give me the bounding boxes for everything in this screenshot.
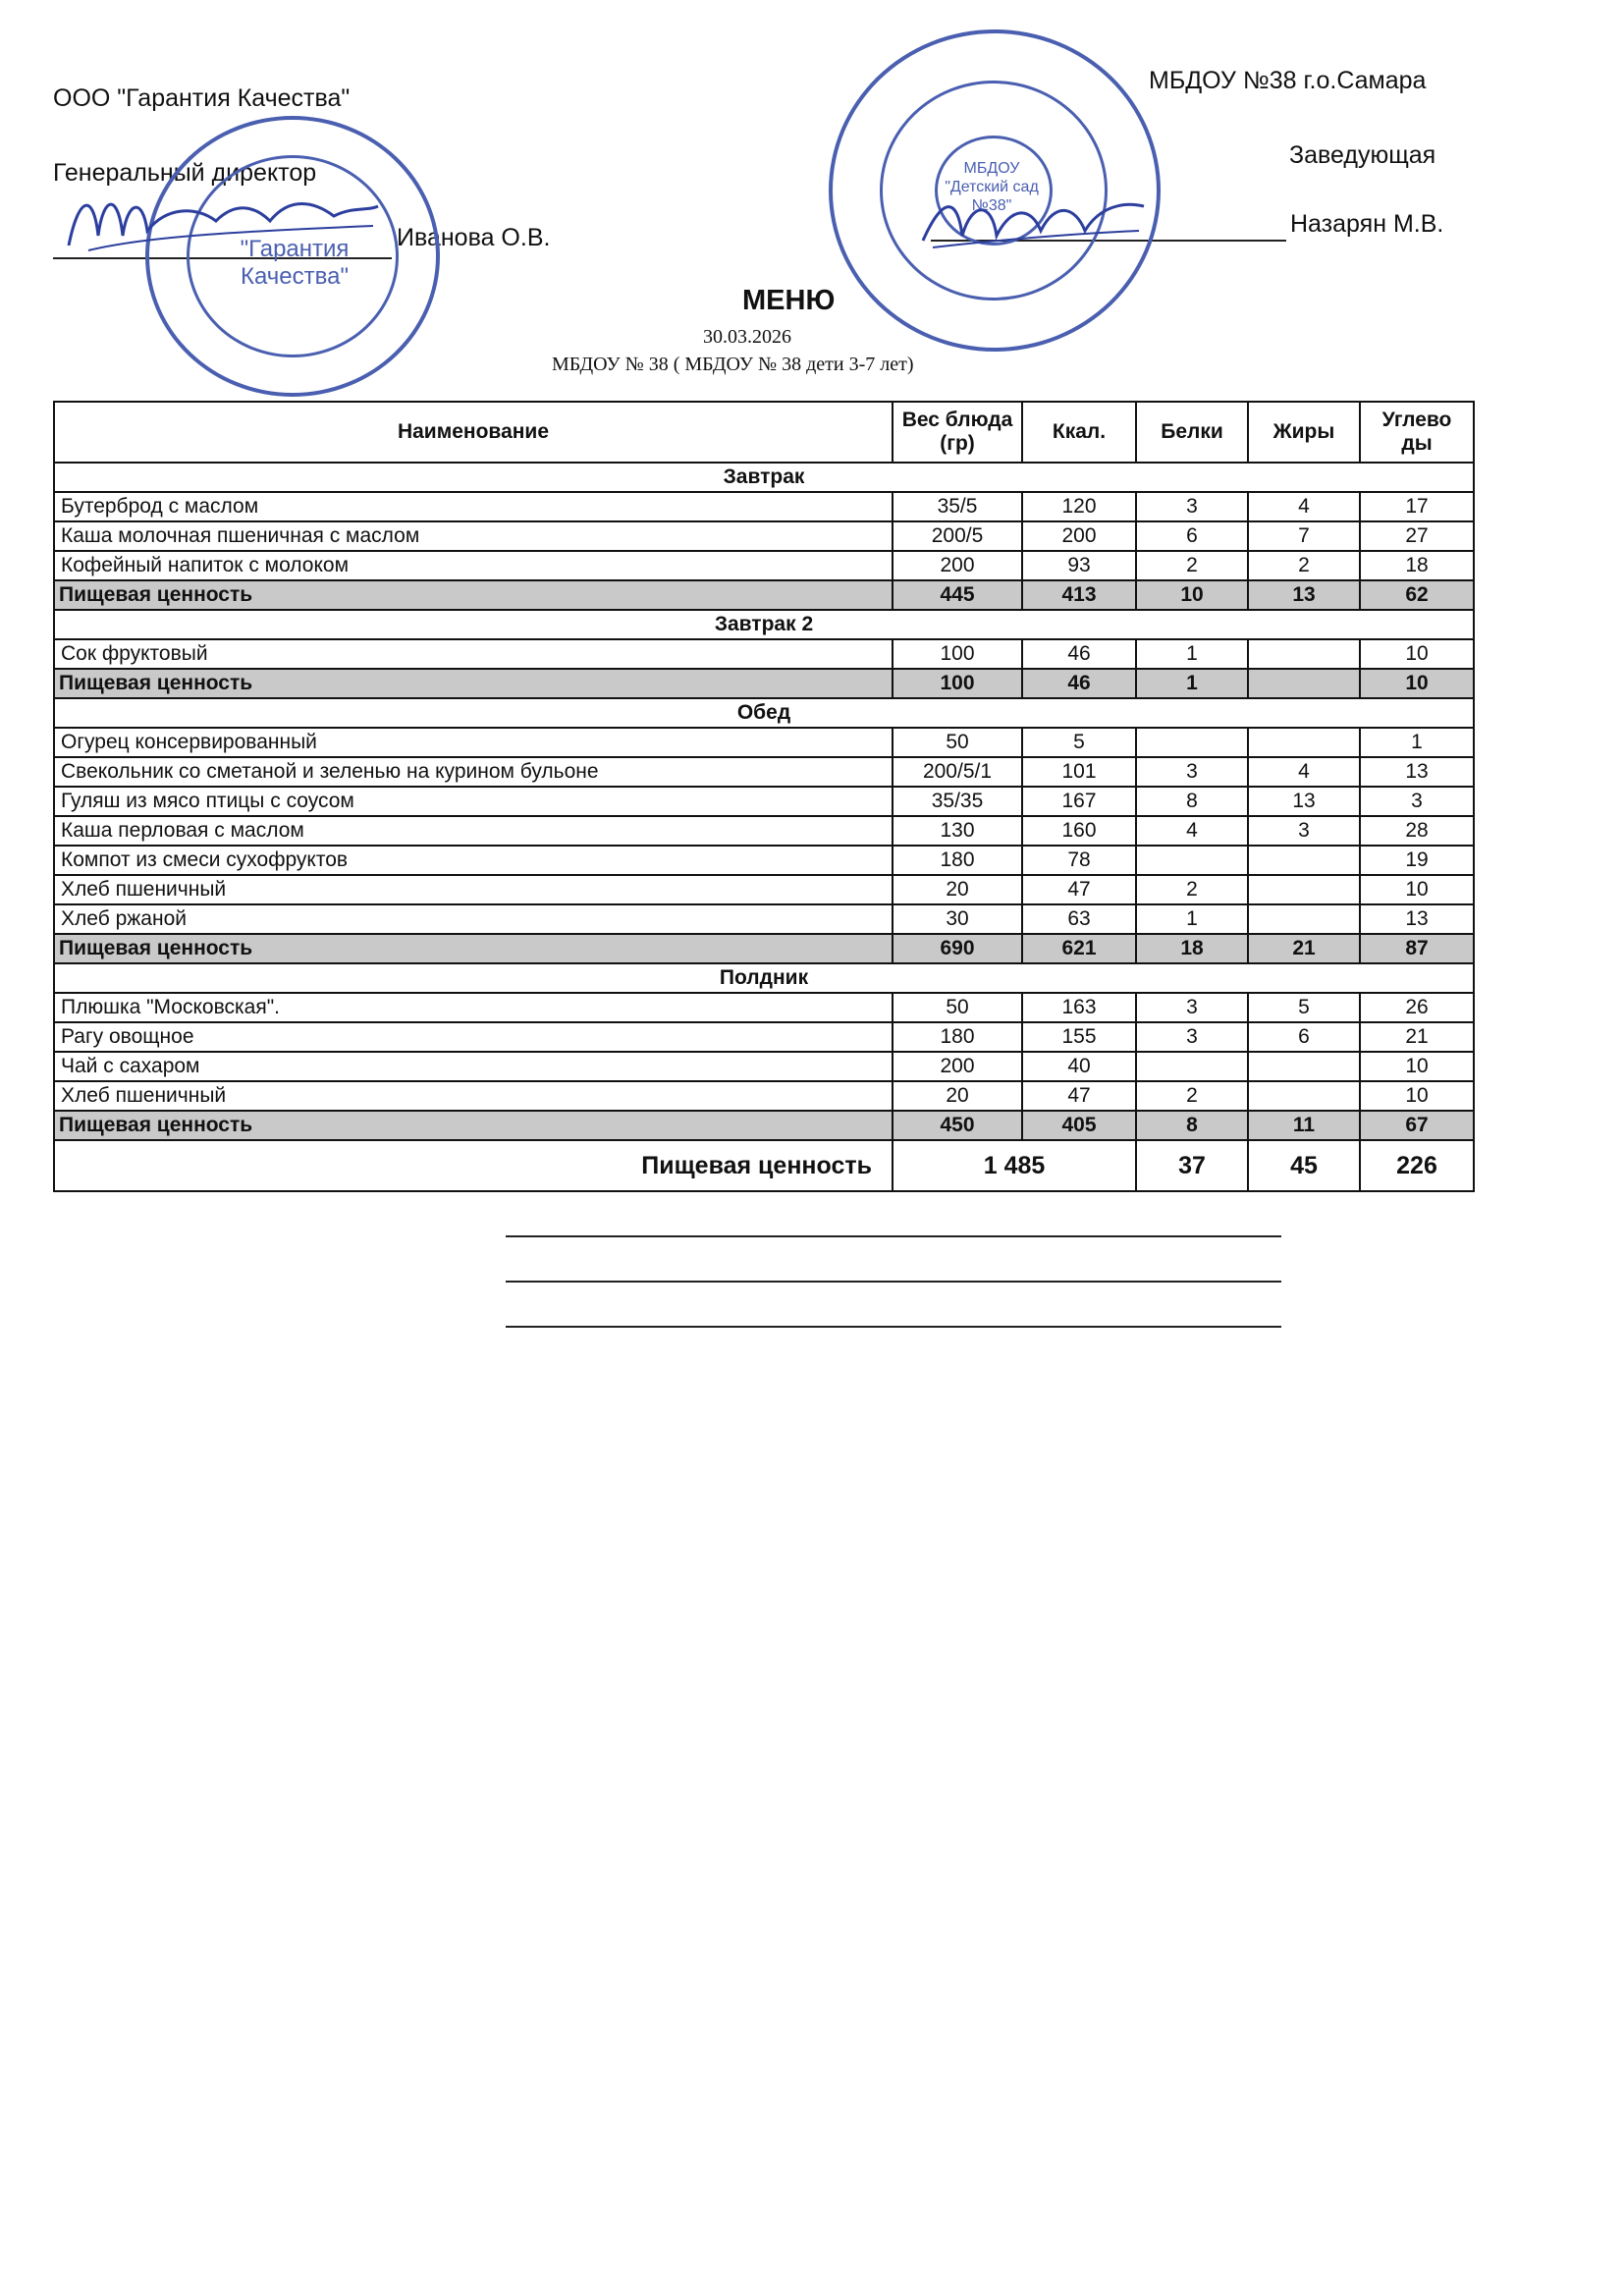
total-value: 1 [1136,669,1248,698]
dish-value: 20 [893,875,1022,904]
dish-value: 3 [1136,757,1248,787]
dish-value: 13 [1248,787,1360,816]
total-value: 8 [1136,1111,1248,1140]
dish-value: 200 [893,551,1022,580]
menu-subtitle: МБДОУ № 38 ( МБДОУ № 38 дети 3-7 лет) [552,354,914,375]
dish-value: 1 [1136,904,1248,934]
dish-value: 200 [1022,521,1136,551]
total-value: 13 [1248,580,1360,610]
dish-value: 3 [1136,993,1248,1022]
dish-value: 1 [1360,728,1474,757]
dish-value: 200/5/1 [893,757,1022,787]
grand-total-value: 45 [1248,1140,1360,1191]
grand-total-value: 37 [1136,1140,1248,1191]
section-title: Завтрак 2 [54,610,1474,639]
left-stamp-text: "Гарантия Качества" [240,236,350,290]
header-kcal: Ккал. [1022,402,1136,463]
dish-value: 10 [1360,1052,1474,1081]
dish-value: 63 [1022,904,1136,934]
grand-total-row [54,1140,1474,1191]
dish-value: 130 [893,816,1022,846]
table-row [54,846,1474,875]
table-header-row [54,402,1474,463]
dish-value [1248,904,1360,934]
section-row [54,963,1474,993]
dish-name: Сок фруктовый [54,639,893,669]
dish-value: 18 [1360,551,1474,580]
dish-value: 155 [1022,1022,1136,1052]
total-value: 621 [1022,934,1136,963]
dish-value: 180 [893,846,1022,875]
dish-value: 35/35 [893,787,1022,816]
dish-value: 47 [1022,875,1136,904]
dish-value: 10 [1360,639,1474,669]
section-total-row [54,580,1474,610]
dish-value: 1 [1136,639,1248,669]
table-row [54,551,1474,580]
header-name: Наименование [54,402,893,463]
dish-value: 2 [1136,551,1248,580]
grand-total-label: Пищевая ценность [54,1140,893,1191]
total-value: 10 [1136,580,1248,610]
dish-value: 5 [1248,993,1360,1022]
dish-name: Каша перловая с маслом [54,816,893,846]
left-signature-icon [59,177,383,265]
dish-value [1248,728,1360,757]
dish-value [1248,639,1360,669]
dish-value: 13 [1360,757,1474,787]
dish-value: 50 [893,993,1022,1022]
dish-value: 17 [1360,492,1474,521]
section-title: Завтрак [54,463,1474,492]
total-label: Пищевая ценность [54,580,893,610]
dish-value: 40 [1022,1052,1136,1081]
dish-value [1136,1052,1248,1081]
dish-value: 47 [1022,1081,1136,1111]
dish-value [1136,846,1248,875]
section-title: Полдник [54,963,1474,993]
right-org: МБДОУ №38 г.о.Самара [1149,67,1427,94]
table-row [54,993,1474,1022]
header-carbs: Углево ды [1360,402,1474,463]
dish-value [1248,875,1360,904]
total-label: Пищевая ценность [54,1111,893,1140]
total-value [1248,669,1360,698]
dish-value: 3 [1136,1022,1248,1052]
dish-value: 5 [1022,728,1136,757]
dish-value: 4 [1136,816,1248,846]
total-label: Пищевая ценность [54,934,893,963]
table-row [54,757,1474,787]
dish-value: 78 [1022,846,1136,875]
dish-name: Чай с сахаром [54,1052,893,1081]
header-protein: Белки [1136,402,1248,463]
dish-value: 21 [1360,1022,1474,1052]
table-row [54,1081,1474,1111]
total-value: 67 [1360,1111,1474,1140]
dish-value [1248,846,1360,875]
total-value: 18 [1136,934,1248,963]
total-value: 46 [1022,669,1136,698]
footer-line-2 [506,1281,1281,1283]
dish-value [1248,1052,1360,1081]
dish-value: 93 [1022,551,1136,580]
total-value: 62 [1360,580,1474,610]
header-weight: Вес блюда (гр) [893,402,1022,463]
dish-name: Хлеб ржаной [54,904,893,934]
dish-name: Кофейный напиток с молоком [54,551,893,580]
dish-value: 20 [893,1081,1022,1111]
menu-date: 30.03.2026 [703,326,791,348]
total-value: 87 [1360,934,1474,963]
right-position: Заведующая [1289,141,1436,169]
dish-value [1248,1081,1360,1111]
dish-value: 8 [1136,787,1248,816]
dish-value: 46 [1022,639,1136,669]
dish-value: 101 [1022,757,1136,787]
section-total-row [54,669,1474,698]
menu-body [54,463,1474,1191]
dish-value: 120 [1022,492,1136,521]
dish-value: 6 [1248,1022,1360,1052]
dish-value: 100 [893,639,1022,669]
total-value: 405 [1022,1111,1136,1140]
table-row [54,875,1474,904]
dish-name: Компот из смеси сухофруктов [54,846,893,875]
total-value: 21 [1248,934,1360,963]
dish-value [1136,728,1248,757]
dish-value: 26 [1360,993,1474,1022]
dish-name: Бутерброд с маслом [54,492,893,521]
left-position: Генеральный директор [53,159,317,187]
dish-value: 7 [1248,521,1360,551]
table-row [54,728,1474,757]
dish-value: 10 [1360,875,1474,904]
dish-value: 50 [893,728,1022,757]
dish-value: 10 [1360,1081,1474,1111]
dish-name: Огурец консервированный [54,728,893,757]
total-value: 690 [893,934,1022,963]
section-row [54,610,1474,639]
grand-total-value: 1 485 [893,1140,1136,1191]
left-org: ООО "Гарантия Качества" [53,84,351,112]
dish-value: 27 [1360,521,1474,551]
total-value: 445 [893,580,1022,610]
table-row [54,1022,1474,1052]
dish-value: 163 [1022,993,1136,1022]
section-row [54,463,1474,492]
dish-value: 30 [893,904,1022,934]
page-title: МЕНЮ [742,285,836,316]
dish-name: Хлеб пшеничный [54,875,893,904]
table-row [54,787,1474,816]
dish-value: 4 [1248,492,1360,521]
total-value: 450 [893,1111,1022,1140]
dish-value: 180 [893,1022,1022,1052]
right-stamp-text: МБДОУ "Детский сад №38" [945,160,1039,214]
grand-total-value: 226 [1360,1140,1474,1191]
table-row [54,521,1474,551]
dish-value: 3 [1248,816,1360,846]
section-row [54,698,1474,728]
dish-value: 35/5 [893,492,1022,521]
footer-line-3 [506,1326,1281,1328]
table-row [54,904,1474,934]
dish-name: Плюшка "Московская". [54,993,893,1022]
dish-value: 2 [1248,551,1360,580]
section-title: Обед [54,698,1474,728]
dish-value: 4 [1248,757,1360,787]
section-total-row [54,934,1474,963]
total-value: 100 [893,669,1022,698]
dish-value: 200 [893,1052,1022,1081]
right-signature-icon [913,187,1149,265]
left-name: Иванова О.В. [397,224,551,251]
dish-name: Гуляш из мясо птицы с соусом [54,787,893,816]
dish-name: Свекольник со сметаной и зеленью на курином бульоне [54,757,893,787]
dish-value: 3 [1136,492,1248,521]
right-name: Назарян М.В. [1290,210,1444,238]
table-row [54,1052,1474,1081]
dish-value: 2 [1136,1081,1248,1111]
total-label: Пищевая ценность [54,669,893,698]
footer-line-1 [506,1235,1281,1237]
dish-value: 19 [1360,846,1474,875]
section-total-row [54,1111,1474,1140]
table-row [54,816,1474,846]
dish-name: Хлеб пшеничный [54,1081,893,1111]
dish-value: 6 [1136,521,1248,551]
table-row [54,492,1474,521]
total-value: 10 [1360,669,1474,698]
dish-value: 13 [1360,904,1474,934]
total-value: 413 [1022,580,1136,610]
dish-value: 28 [1360,816,1474,846]
table-row [54,639,1474,669]
menu-table [53,401,1475,1192]
dish-value: 2 [1136,875,1248,904]
total-value: 11 [1248,1111,1360,1140]
header-fat: Жиры [1248,402,1360,463]
dish-value: 160 [1022,816,1136,846]
dish-name: Рагу овощное [54,1022,893,1052]
dish-name: Каша молочная пшеничная с маслом [54,521,893,551]
dish-value: 200/5 [893,521,1022,551]
dish-value: 3 [1360,787,1474,816]
dish-value: 167 [1022,787,1136,816]
